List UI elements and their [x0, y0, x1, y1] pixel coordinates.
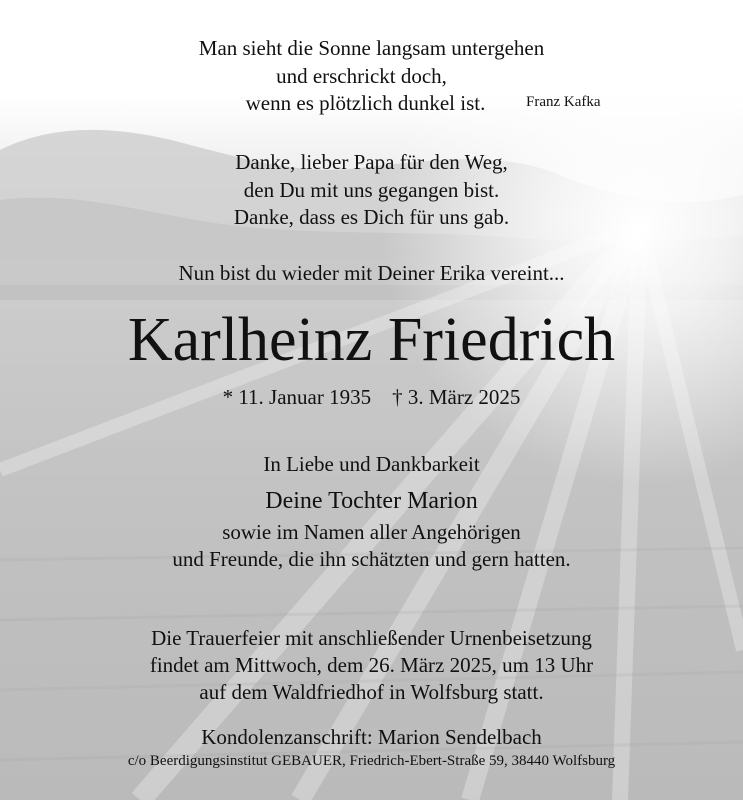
mourners-line-2: und Freunde, die ihn schätzten und gern hatten.: [172, 547, 571, 571]
quote-line-3: wenn es plötzlich dunkel ist.: [245, 91, 486, 115]
condolence-address: c/o Beerdigungsinstitut GEBAUER, Friedrich-Ebert-Straße 59, 38440 Wolfsburg: [127, 753, 616, 769]
thanks-line-2: den Du mit uns gegangen bist.: [243, 178, 500, 202]
thanks-line-3: Danke, dass es Dich für uns gab.: [233, 205, 510, 229]
ceremony-line-2: findet am Mittwoch, dem 26. März 2025, um 13 Uhr: [149, 653, 594, 677]
death-date: † 3. März 2025: [392, 385, 521, 409]
quote-line-2: und erschrickt doch,: [276, 64, 447, 88]
birth-date: * 11. Januar 1935: [222, 385, 372, 409]
ceremony-line-1: Die Trauerfeier mit anschließender Urnenbeisetzung: [151, 626, 592, 650]
ceremony-line-3: auf dem Waldfriedhof in Wolfsburg statt.: [199, 680, 544, 704]
quote-line-1: Man sieht die Sonne langsam untergehen: [198, 36, 545, 60]
quote-author: Franz Kafka: [526, 94, 601, 110]
life-dates: [0, 383, 743, 411]
mourners-line-1: sowie im Namen aller Angehörigen: [222, 520, 521, 544]
thanks-line-1: Danke, lieber Papa für den Weg,: [235, 150, 508, 174]
mourners-intro: In Liebe und Dankbarkeit: [263, 452, 480, 476]
reunion-line: Nun bist du wieder mit Deiner Erika vereint...: [178, 261, 565, 285]
mourners-main: Deine Tochter Marion: [265, 488, 478, 514]
deceased-name: Karlheinz Friedrich: [127, 306, 616, 374]
condolence-line: Kondolenzanschrift: Marion Sendelbach: [201, 725, 542, 749]
